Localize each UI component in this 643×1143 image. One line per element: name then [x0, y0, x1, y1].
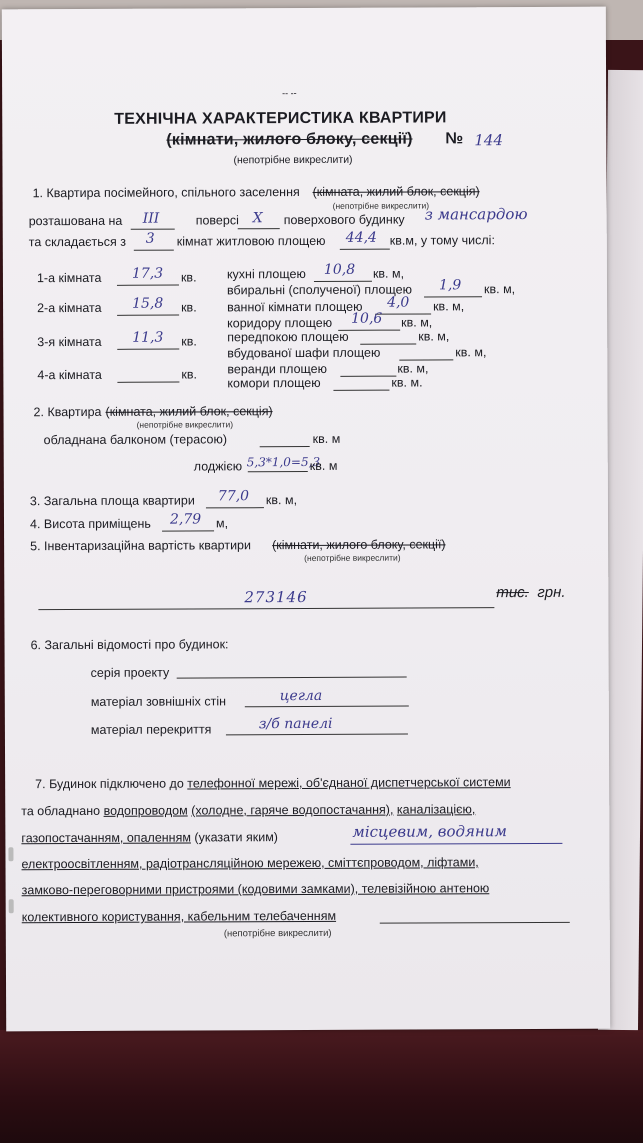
hallway-label: передпокою площею: [227, 329, 349, 345]
room-4-unit: кв.: [181, 367, 197, 382]
room-4-label: 4-а кімната: [37, 367, 102, 383]
number-label: №: [445, 130, 464, 148]
room-3-label: 3-я кімната: [37, 334, 102, 350]
balcony-label: обладнана балконом (терасою): [43, 432, 228, 448]
item2-struck: (кімната, жилий блок, секція): [105, 404, 273, 419]
room-3-unit: кв.: [181, 334, 197, 349]
rooms-count: 3: [145, 230, 155, 247]
floor-value: III: [142, 210, 160, 227]
rooms-label: та складається з: [28, 234, 127, 250]
corridor-unit: кв. м,: [401, 315, 433, 330]
page-title: ТЕХНІЧНА ХАРАКТЕРИСТИКА КВАРТИРИ: [114, 109, 447, 128]
room-1-unit: кв.: [180, 270, 197, 285]
total-area: 77,0: [217, 488, 250, 505]
document-number: 144: [474, 131, 504, 150]
toilet-value: 1,9: [438, 277, 462, 294]
inventory-value: 273146: [244, 587, 308, 607]
item5-struck: (кімнати, жилого блоку, секції): [272, 537, 446, 553]
item7-line3-b: (указати яким): [194, 830, 278, 845]
storage-label: комори площею: [227, 375, 321, 391]
floors-total-value: X: [252, 210, 263, 227]
item7-line4: електроосвітленням, радіотрансляційною мережею, сміттєпроводом, ліфтами,: [21, 855, 479, 872]
total-area-unit: кв. м,: [265, 493, 298, 508]
item7-note: (непотрібне викреслити): [223, 927, 332, 940]
toilet-unit: кв. м,: [483, 282, 516, 297]
heating-type: місцевим, водяним: [352, 822, 507, 841]
balcony-unit: кв. м: [312, 431, 341, 446]
item7-line1-a: 7. Будинок підключено до: [35, 776, 184, 792]
item1-struck: (кімната, жилий блок, секція): [312, 184, 480, 199]
item2-note: (непотрібне викреслити): [136, 419, 234, 430]
loggia-value: 5,3*1,0=5,3: [246, 454, 321, 470]
item3-text: 3. Загальна площа квартири: [29, 493, 195, 509]
room-1-value: 17,3: [131, 265, 164, 282]
veranda-label: веранди площею: [227, 361, 328, 377]
document-sheet: [2, 7, 610, 1032]
room-3-value: 11,3: [132, 329, 164, 346]
closet-label: вбудованої шафи площею: [227, 345, 381, 361]
item7-line5: замково-переговорними пристроями (кодовими замками), телевізійною антеною: [21, 881, 490, 898]
bathroom-unit: кв. м,: [433, 299, 465, 314]
item4-text: 4. Висота приміщень: [29, 516, 151, 532]
hallway-unit: кв. м,: [418, 329, 450, 344]
living-area: 44,4: [345, 229, 377, 246]
room-1-label: 1-а кімната: [36, 270, 102, 286]
attic-note: з мансардою: [424, 205, 528, 224]
kitchen-unit: кв. м,: [372, 266, 405, 281]
living-label: кімнат житловою площею: [176, 233, 326, 249]
floors-label: поверхового будинку: [283, 212, 405, 228]
header-dash: -- --: [282, 88, 297, 99]
closet-unit: кв. м,: [455, 345, 487, 360]
kitchen-value: 10,8: [323, 261, 356, 278]
item6-text: 6. Загальні відомості про будинок:: [30, 637, 229, 653]
currency-struck: тис.: [496, 584, 529, 602]
punch-hole: [8, 847, 13, 861]
bathroom-label: ванної кімнати площею: [227, 299, 363, 315]
item7-line2-d: каналізацією,: [396, 802, 476, 817]
punch-hole: [9, 899, 14, 913]
item5-text: 5. Інвентаризаційна вартість квартири: [30, 538, 252, 554]
background-fabric: [0, 1030, 643, 1143]
room-2-unit: кв.: [181, 300, 197, 315]
corridor-value: 10,6: [351, 310, 383, 327]
walls-label: матеріал зовнішніх стін: [90, 694, 227, 709]
ceiling-height: 2,79: [169, 511, 202, 528]
item1-text: 1. Квартира посімейного, спільного заселення: [32, 185, 300, 201]
location-label: розташована на: [28, 213, 123, 229]
item1-note: (непотрібне викреслити): [332, 200, 430, 211]
loggia-label: лоджією: [193, 459, 243, 474]
room-2-label: 2-а кімната: [37, 300, 102, 316]
corridor-label: коридору площею: [227, 315, 333, 331]
series-label: серія проекту: [90, 665, 170, 680]
item7-line3-a: газопостачанням, опаленням: [21, 830, 191, 846]
storage-unit: кв. м.: [391, 375, 423, 390]
subtitle-struck: (кімнати, жилого блоку, секції): [166, 130, 413, 149]
walls-value: цегла: [279, 687, 323, 705]
loggia-unit: кв. м: [309, 458, 338, 473]
item5-note: (непотрібне викреслити): [304, 552, 401, 564]
floors-material-label: матеріал перекриття: [90, 722, 212, 737]
floor-label: поверсі: [195, 213, 239, 228]
item7-line6: колективного користування, кабельним телебаченням: [21, 908, 337, 925]
bathroom-value: 4,0: [387, 294, 410, 311]
kitchen-label: кухні площею: [226, 266, 306, 282]
item7-line2-a: та обладнано: [21, 803, 101, 819]
item7-line2-b: водопроводом: [103, 803, 188, 818]
item2-text: 2. Квартира: [33, 404, 102, 420]
item7-line1-b: телефонної мережі, об'єднаної диспетчерської системи: [187, 775, 511, 791]
toilet-label: вбиральні (сполученої) площею: [226, 282, 412, 298]
unneeded-note: (непотрібне викреслити): [233, 153, 353, 167]
ceiling-unit: м,: [215, 516, 229, 531]
currency: грн.: [537, 583, 566, 601]
veranda-unit: кв. м,: [397, 361, 429, 376]
item7-line2-c: (холодне, гаряче водопостачання),: [191, 802, 394, 818]
living-suffix: кв.м, у тому числі:: [389, 233, 495, 248]
floors-material-value: з/б панелі: [258, 715, 333, 733]
room-2-value: 15,8: [132, 295, 164, 312]
